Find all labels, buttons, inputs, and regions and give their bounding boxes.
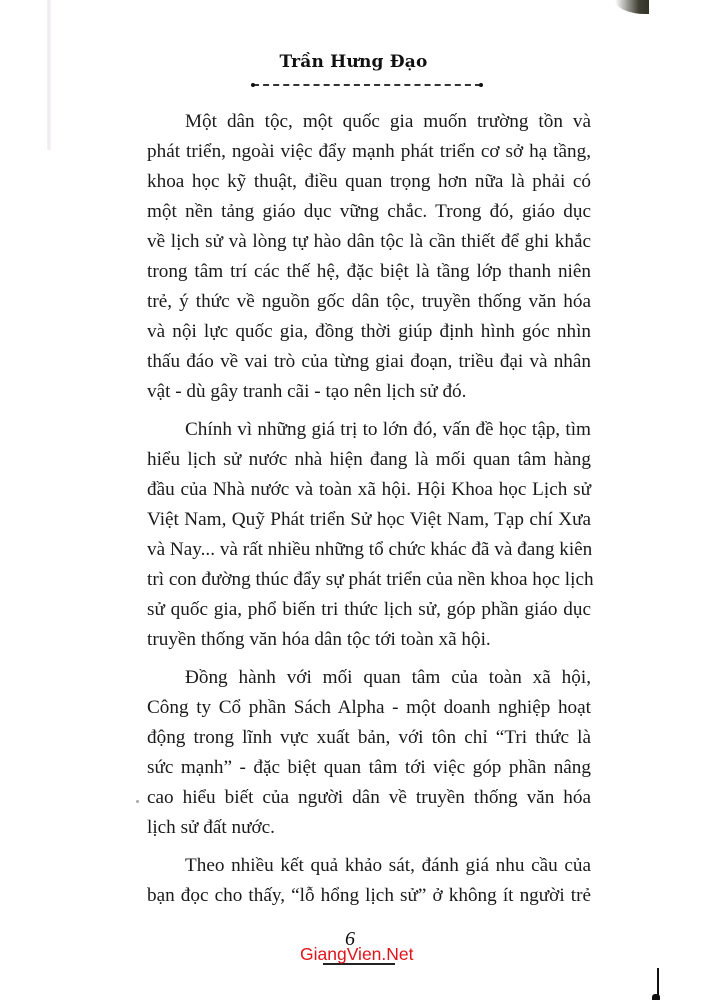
text-line: và Nay... và rất nhiều những tổ chức khác đã và đang kiên xyxy=(147,539,593,560)
text-line: thấu đáo về vai trò của từng giai đoạn, triều đại và nhân xyxy=(147,351,591,372)
page-scan-edge xyxy=(47,0,51,150)
text-line: về lịch sử và lòng tự hào dân tộc là cần thiết để ghi khắc xyxy=(147,231,591,252)
text-line: động trong lĩnh vực xuất bản, với tôn chỉ “Tri thức là xyxy=(147,727,591,748)
paragraph-3 xyxy=(147,663,591,843)
rule-end-dot-left xyxy=(251,83,255,87)
text-line: khoa học kỹ thuật, điều quan trọng hơn nữa là phải có xyxy=(147,171,591,192)
scan-edge-mark-foot xyxy=(652,994,660,1000)
text-line: trì con đường thúc đẩy sự phát triển của nền khoa học lịch xyxy=(147,569,594,590)
paragraph-4 xyxy=(147,851,591,911)
text-line: hiểu lịch sử nước nhà hiện đang là mối quan tâm hàng xyxy=(147,449,591,470)
text-line: sức mạnh” - đặc biệt quan tâm tới việc góp phần nâng xyxy=(147,757,591,778)
text-line: vật - dù gây tranh cãi - tạo nên lịch sử đó. xyxy=(147,381,467,402)
text-line: truyền thống văn hóa dân tộc tới toàn xã hội. xyxy=(147,629,491,650)
text-line: và nội lực quốc gia, đồng thời giúp định hình góc nhìn xyxy=(147,321,591,342)
page-corner-shadow xyxy=(615,0,649,14)
rule-end-dot-right xyxy=(479,83,483,87)
text-line: một nền tảng giáo dục vững chắc. Trong đó, giáo dục xyxy=(147,201,591,222)
text-line: Chính vì những giá trị to lớn đó, vấn đề học tập, tìm xyxy=(185,419,591,440)
body-text xyxy=(147,107,594,919)
text-line: bạn đọc cho thấy, “lỗ hổng lịch sử” ở không ít người trẻ xyxy=(147,885,591,906)
text-line: trẻ, ý thức về nguồn gốc dân tộc, truyền thống văn hóa xyxy=(147,291,591,312)
text-line: Theo nhiều kết quả khảo sát, đánh giá nhu cầu của xyxy=(185,855,591,876)
text-line: sử quốc gia, phổ biến tri thức lịch sử, góp phần giáo dục xyxy=(147,599,591,620)
header-dashed-rule xyxy=(253,84,481,86)
text-line: Công ty Cổ phần Sách Alpha - một doanh nghiệp hoạt xyxy=(147,697,591,718)
text-line: phát triển, ngoài việc đẩy mạnh phát triển cơ sở hạ tầng, xyxy=(147,141,591,162)
text-line: trong tâm trí các thế hệ, đặc biệt là tầng lớp thanh niên xyxy=(147,261,591,282)
scan-speck xyxy=(136,800,139,803)
paragraph-1 xyxy=(147,107,591,407)
text-line: Một dân tộc, một quốc gia muốn trường tồn và xyxy=(185,111,591,132)
text-line: đầu của Nhà nước và toàn xã hội. Hội Khoa học Lịch sử xyxy=(147,479,591,500)
page-number: 6 xyxy=(345,928,355,950)
text-line: Việt Nam, Quỹ Phát triển Sử học Việt Nam, Tạp chí Xưa xyxy=(147,509,591,530)
watermark-text: GiangVien.Net xyxy=(300,944,414,964)
text-line: lịch sử đất nước. xyxy=(147,817,275,838)
text-line: cao hiểu biết của người dân về truyền thống văn hóa xyxy=(147,787,591,808)
text-line: Đồng hành với mối quan tâm của toàn xã hội, xyxy=(185,667,591,688)
running-head-title: Trần Hưng Đạo xyxy=(279,52,428,72)
paragraph-2 xyxy=(147,415,594,655)
